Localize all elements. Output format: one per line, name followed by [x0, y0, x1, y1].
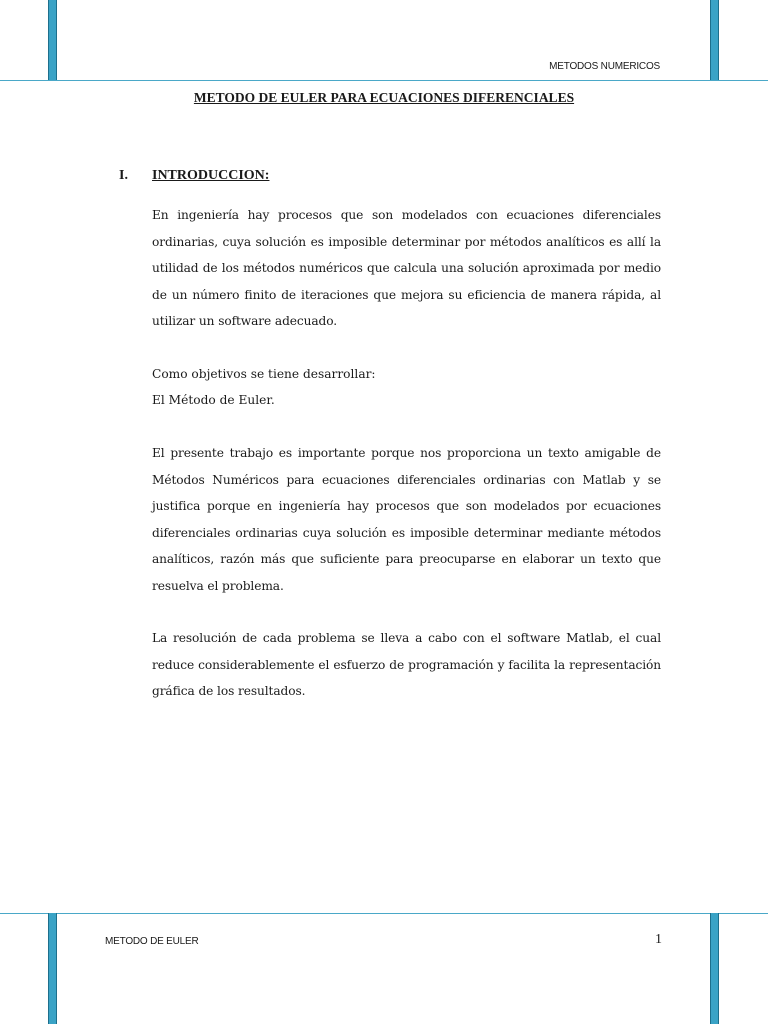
page-number: 1	[655, 932, 662, 947]
header-right-bar	[710, 0, 719, 80]
header-rule	[0, 80, 768, 81]
section-number: I.	[119, 168, 128, 183]
running-footer: METODO DE EULER	[105, 936, 199, 947]
section-title: INTRODUCCION:	[152, 168, 270, 183]
paragraph-justification: El presente trabajo es importante porque nos proporciona un texto amigable de Métodos Numéricos para ecuaciones diferenciales ordinarias con Matlab y se justifica porque en ingeniería hay procesos que son modelados por ecuaciones diferenciales ordinarias cuya solución es imposible determinar mediante métodos analíticos, razón más que suficiente para preocuparse en elaborar un texto que resuelva el problema.	[152, 446, 661, 593]
header-left-bar	[48, 0, 57, 80]
footer-rule	[0, 913, 768, 914]
document-title: METODO DE EULER PARA ECUACIONES DIFERENCIALES	[193, 90, 575, 105]
paragraph-matlab: La resolución de cada problema se lleva a cabo con el software Matlab, el cual reduce considerablemente el esfuerzo de programación y facilita la representación gráfica de los resultados.	[152, 631, 661, 699]
objectives-intro: Como objetivos se tiene desarrollar:	[152, 367, 376, 381]
running-header: METODOS NUMERICOS	[549, 61, 660, 72]
paragraph-intro: En ingeniería hay procesos que son modelados con ecuaciones diferenciales ordinarias, cuya solución es imposible determinar por métodos analíticos es allí la utilidad de los métodos numéricos que calcula una solución aproximada por medio de un número finito de iteraciones que mejora su eficiencia de manera rápida, al utilizar un software adecuado.	[152, 208, 661, 329]
footer-left-bar	[48, 913, 57, 1024]
objective-item: El Método de Euler.	[152, 393, 275, 407]
footer-right-bar	[710, 913, 719, 1024]
